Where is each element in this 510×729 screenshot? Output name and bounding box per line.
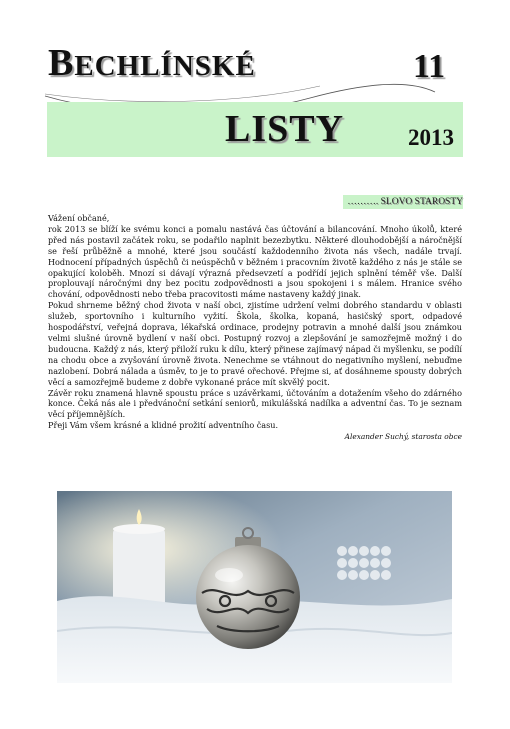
masthead-title-line1 <box>48 44 256 82</box>
letter-paragraph: Přeji Vám všem krásné a klidné prožití adventního času. <box>48 420 279 431</box>
issue-number: 11 <box>413 48 446 85</box>
ornament-image <box>57 491 452 683</box>
letter-salutation: Vážení občané, <box>48 213 110 223</box>
issue-year: 2013 <box>408 125 454 150</box>
letter-paragraph: rok 2013 se blíží ke svému konci a pomalu nastává čas účtování a bilancování. Mnoho úkolů, které před nás postavil začátek roku, se podařilo naplnit bezezbytku. Některé dlouhodobější a náročnější se řeší průběžně a mnohé, které jsou součástí každodenního života nás všech, nadále trvají. Hodnocení případných úspěchů či neúspěchů v běžném i pracovním životě každého z nás je stále se opakující koloběh. Mnozí si dávají výrazná předsevzetí a podřídí jejich splnění téměř vše. Další proplouvají náročnými dny bez pocitu zodpovědnosti a jsou spokojeni i s málem. Hranice svého chování, odpovědnosti nebo třeba pracovitosti máme nastaveny každý jinak. <box>48 223 462 300</box>
letter-paragraph: Pokud shrneme běžný chod života v naší obci, zjistíme udržení velmi dobrého standardu v oblasti služeb, sportovního i kulturního vyžití. Škola, školka, kopaná, hasičský sport, odpadové hospodářství, veřejná doprava, lékařská ordinace, prodejny potravin a mnohé další jsou známkou velmi slušné úrovně bydlení v naší obci. Postupný rozvoj a zlepšování je samozřejmě možný i do budoucna. Každý z nás, který přiloží ruku k dílu, který přinese zajímavý nápad či myšlenku, se podílí na chodu obce a zvyšování úrovně života. Nenechme se vtáhnout do negativního myšlení, nebuďme nazlobení. Dobrá nálada a úsměv, to je to pravé ořechové. Přejme si, ať dosáhneme spousty dobrých věcí a samozřejmě budeme z dobře vykonané práce mít skvělý pocit. <box>48 300 462 387</box>
title-first-letter: B <box>48 42 75 84</box>
letter-paragraph: Závěr roku znamená hlavně spoustu práce s uzávěrkami, účtováním a dotažením všeho do zdárného konce. Čeká nás ale i předvánoční setkání seniorů, mikulášská nadílka a adventní čas. To je seznam věcí příjemnějších. <box>48 387 462 420</box>
section-label: ………. SLOVO STAROSTY <box>343 195 463 209</box>
mayor-letter <box>48 213 462 443</box>
title-rest: ECHLÍNSKÉ <box>74 50 256 82</box>
christmas-ornament-photo <box>57 491 452 683</box>
masthead <box>0 0 510 160</box>
masthead-title-line2: LISTY <box>225 108 345 150</box>
letter-signature: Alexander Suchý, starosta obce <box>344 432 462 442</box>
